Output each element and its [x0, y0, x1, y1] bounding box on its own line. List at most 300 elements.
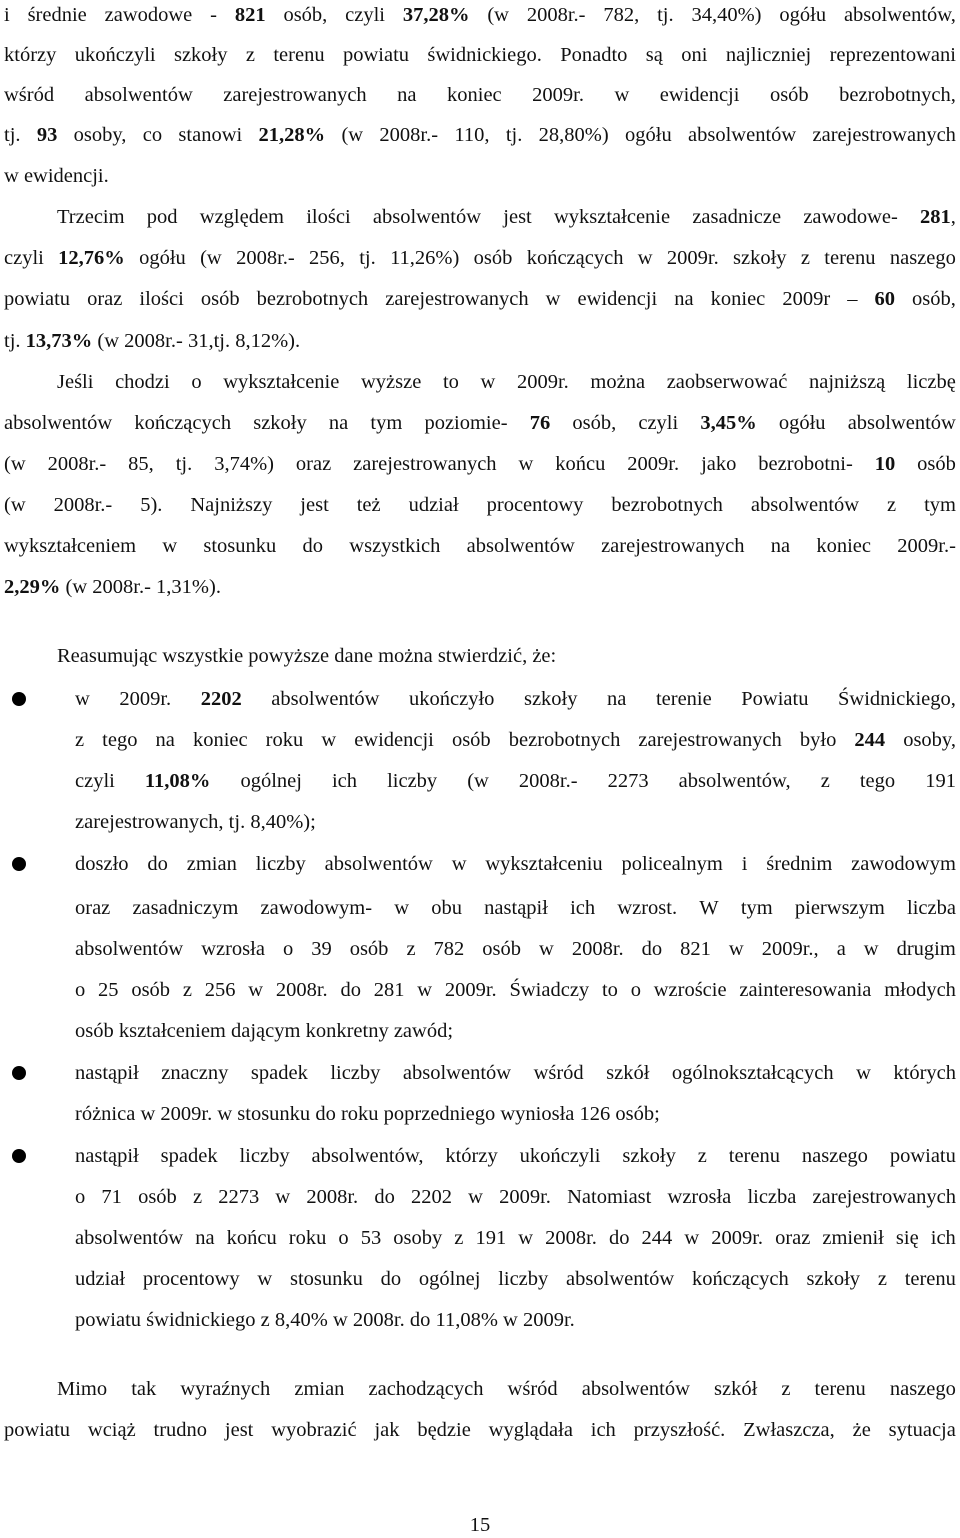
word: 281: [373, 979, 405, 1001]
word: absolwentów,: [678, 770, 791, 792]
word: terenu: [728, 1145, 780, 1167]
word: trudno: [153, 1419, 208, 1441]
text-line: [75, 1307, 575, 1333]
word: w: [728, 938, 744, 960]
word: osoby,: [73, 124, 127, 146]
word: Natomiast: [567, 1186, 652, 1208]
word: poziomie-: [424, 412, 508, 434]
word: najliczniej: [725, 44, 812, 66]
word: do: [147, 853, 168, 875]
word: liczby: [255, 853, 306, 875]
text-line: [4, 533, 956, 559]
word: wyglądała: [488, 1419, 573, 1441]
word: ewidencji.: [23, 165, 109, 187]
word: zarejestrowanych: [353, 453, 497, 475]
word: (w: [487, 4, 509, 26]
word: ukończyli: [74, 44, 156, 66]
word: zachodzących: [368, 1378, 484, 1400]
word: w: [518, 453, 534, 475]
word: 8,40%);: [250, 811, 316, 833]
word: 1,31%).: [156, 576, 221, 598]
word: z: [454, 1227, 464, 1249]
word: powiatu: [4, 288, 71, 310]
text-line: [75, 851, 956, 877]
word: najniższą: [809, 371, 886, 393]
word: doszło: [75, 853, 129, 875]
text-line: [75, 977, 956, 1003]
word: roku: [288, 1227, 327, 1249]
word: tj.: [505, 124, 523, 146]
word: bezrobotnych: [256, 288, 369, 310]
word: też: [356, 494, 381, 516]
word: oraz: [295, 453, 332, 475]
word: są: [645, 44, 663, 66]
word: roku: [340, 1103, 379, 1125]
word: jako: [701, 453, 737, 475]
text-line: [4, 42, 956, 68]
word: zarejestrowanych,: [75, 811, 224, 833]
word: których: [893, 1062, 956, 1084]
word: wciąż: [87, 1419, 136, 1441]
word: Świdnickiego,: [838, 688, 956, 710]
word: (w: [65, 576, 88, 598]
word: wyższe: [360, 371, 422, 393]
word: osób: [917, 453, 956, 475]
word: z: [781, 1378, 791, 1400]
word: 2009r.: [522, 1309, 575, 1331]
word: kończących: [526, 247, 624, 269]
word: udział: [408, 494, 459, 516]
text-line: [57, 204, 956, 230]
word: –: [847, 288, 858, 310]
word: bezrobotni-: [758, 453, 853, 475]
word: wykształceniem: [4, 535, 137, 557]
word: Świadczy: [509, 979, 590, 1001]
word: 3,74%): [214, 453, 274, 475]
text-line: [4, 328, 300, 354]
word: w: [4, 165, 19, 187]
word: ich: [930, 1227, 956, 1249]
word: absolwentów: [847, 412, 956, 434]
word: o: [75, 979, 86, 1001]
word: 782,: [603, 4, 640, 26]
text-line: [75, 1143, 956, 1169]
word: w: [140, 1103, 156, 1125]
text-line: [57, 369, 956, 395]
word: powiatu: [342, 44, 410, 66]
word: tj.: [228, 811, 246, 833]
word: bezrobotnych,: [839, 84, 956, 106]
word: zarejestrowanych: [638, 729, 782, 751]
word: w: [518, 1227, 534, 1249]
word: nastąpił: [484, 897, 548, 919]
word: w: [248, 979, 264, 1001]
word: 31,tj.: [187, 330, 231, 352]
word: ich: [570, 897, 596, 919]
word: będzie: [417, 1419, 471, 1441]
word: szkoły: [622, 1145, 676, 1167]
word: w: [162, 535, 178, 557]
word: drugim: [896, 938, 956, 960]
text-line: [75, 686, 956, 712]
word: a: [836, 938, 846, 960]
word: z: [887, 494, 897, 516]
word: 2008r.-: [236, 247, 295, 269]
word: stosunku: [203, 535, 277, 557]
word: z: [697, 1145, 707, 1167]
word: o: [630, 979, 641, 1001]
word: nastąpił: [75, 1145, 139, 1167]
word: spadek: [250, 1062, 308, 1084]
word: względem: [199, 206, 285, 228]
text-line: [4, 410, 956, 436]
bullet-icon: [12, 1149, 26, 1163]
text-line: [75, 1060, 956, 1086]
word: wyraźnych: [180, 1378, 271, 1400]
word: absolwentów: [75, 1227, 184, 1249]
word: szkoły: [173, 44, 228, 66]
word: ukończyli: [519, 1145, 601, 1167]
word: 2009r.: [532, 84, 584, 106]
text-line: [75, 768, 956, 794]
word: koniec: [816, 535, 872, 557]
word: w: [863, 938, 879, 960]
word: oni: [681, 44, 708, 66]
word: zmienił: [822, 1227, 884, 1249]
word: oraz: [87, 288, 123, 310]
word: z: [877, 1268, 887, 1290]
word: 2008r.-: [379, 124, 439, 146]
word: 60: [874, 288, 895, 310]
word: 191: [475, 1227, 507, 1249]
word: 821: [234, 4, 266, 26]
word: czyli: [75, 770, 115, 792]
word: z: [245, 44, 255, 66]
word: naszego: [889, 247, 956, 269]
word: 2008r.-: [47, 453, 107, 475]
word: zawodowym-: [260, 897, 373, 919]
word: 2009r.: [516, 371, 569, 393]
word: 2008r.: [275, 979, 328, 1001]
word: obu: [431, 897, 462, 919]
word: 2202: [200, 688, 242, 710]
word: oraz: [75, 897, 111, 919]
word: wzroście: [653, 979, 727, 1001]
word: zawodowym: [851, 853, 956, 875]
text-line: [75, 727, 956, 753]
word: 2009r.: [119, 688, 172, 710]
word: zawodowe: [104, 4, 193, 26]
word: tym: [924, 494, 956, 516]
word: osób: [131, 979, 171, 1001]
word: 2008r.: [306, 1186, 359, 1208]
word: osób: [769, 84, 809, 106]
word: W: [699, 897, 719, 919]
word: 2009r.: [711, 1227, 764, 1249]
word: ogólnej: [240, 770, 302, 792]
word: absolwentów,: [311, 1145, 424, 1167]
word: o: [282, 938, 294, 960]
word: do: [302, 535, 324, 557]
word: oraz: [775, 1227, 811, 1249]
text-line: [4, 1417, 956, 1443]
word: zarejestrowanych: [601, 535, 745, 557]
word: bezrobotnych: [508, 729, 621, 751]
word: 2008r.: [545, 1227, 597, 1249]
word: stosunku: [289, 1268, 363, 1290]
word: jak: [374, 1419, 400, 1441]
word: z: [260, 1309, 270, 1331]
word: 11,08%: [435, 1309, 498, 1331]
word: (w: [200, 247, 222, 269]
word: do: [380, 1268, 402, 1290]
word: zmian: [294, 1378, 345, 1400]
word: (w: [467, 770, 489, 792]
word: w: [394, 897, 410, 919]
word: osób: [451, 729, 491, 751]
word: osób: [200, 288, 240, 310]
word: w: [75, 688, 90, 710]
text-line: [75, 1101, 660, 1127]
word: 2008r.-: [518, 770, 578, 792]
word: wśród: [4, 84, 55, 106]
word: w: [321, 729, 337, 751]
word: ogółu: [625, 124, 672, 146]
word: poprzedniego: [383, 1103, 496, 1125]
text-line: [4, 82, 956, 108]
word: wykształcenie: [553, 206, 671, 228]
word: czyli: [4, 247, 44, 269]
word: stosunku: [237, 1103, 311, 1125]
word: z: [192, 1186, 203, 1208]
word: w: [503, 1309, 518, 1331]
text-line: [4, 574, 221, 600]
word: szkoły: [523, 688, 578, 710]
word: w: [275, 1186, 291, 1208]
word: 85,: [128, 453, 154, 475]
word: absolwentów: [84, 84, 193, 106]
word: ukończyło: [409, 688, 495, 710]
word: co: [142, 124, 163, 146]
word: terenu: [273, 44, 325, 66]
word: absolwentów: [566, 1268, 675, 1290]
word: zawodowe-: [803, 206, 898, 228]
word: czyli: [345, 4, 385, 26]
word: do: [315, 1103, 336, 1125]
word: koniec: [192, 729, 248, 751]
word: wyobrazić: [271, 1419, 357, 1441]
word: w: [684, 1227, 700, 1249]
word: procentowy: [142, 1268, 240, 1290]
word: liczby: [498, 1268, 549, 1290]
word: końcu: [555, 453, 606, 475]
word: 3,45%: [700, 412, 757, 434]
word: spadek: [160, 1145, 218, 1167]
word: którzy: [445, 1145, 498, 1167]
word: 10: [874, 453, 896, 475]
word: wyniosła: [500, 1103, 575, 1125]
word: 25: [98, 979, 119, 1001]
word: 821: [680, 938, 711, 960]
word: ogółu: [779, 4, 827, 26]
word: 110,: [454, 124, 490, 146]
word: wykształcenie: [223, 371, 340, 393]
word: 244: [641, 1227, 673, 1249]
word: o: [75, 1186, 86, 1208]
text-line: [57, 1376, 956, 1402]
word: z: [182, 979, 192, 1001]
word: to: [442, 371, 459, 393]
word: w: [539, 938, 554, 960]
word: 53: [360, 1227, 382, 1249]
word: 39: [311, 938, 332, 960]
word: przyszłość.: [633, 1419, 726, 1441]
text-line: [4, 286, 956, 312]
word: w: [614, 84, 630, 106]
word: powiatu: [889, 1145, 956, 1167]
word: w: [468, 1186, 483, 1208]
word: zasadniczym: [132, 897, 239, 919]
word: bezrobotnych: [611, 494, 723, 516]
word: o: [338, 1227, 349, 1249]
word: na: [674, 288, 694, 310]
word: tym: [740, 897, 773, 919]
word: pierwszym: [794, 897, 885, 919]
word: jest: [300, 494, 329, 516]
word: Jeśli: [57, 371, 94, 393]
word: osób;: [615, 1103, 660, 1125]
word: 28,80%): [538, 124, 609, 146]
word: ilości: [306, 206, 351, 228]
word: 2,29%: [4, 576, 61, 598]
word: szkoły: [806, 1268, 861, 1290]
word: różnica: [75, 1103, 136, 1125]
word: nastąpił: [75, 1062, 139, 1084]
word: 12,76%: [58, 247, 125, 269]
word: 2009r.: [499, 1186, 551, 1208]
word: 2009r.: [160, 1103, 213, 1125]
summary-intro: Reasumując wszystkie powyższe dane można stwierdzić, że:: [57, 645, 557, 667]
word: o: [191, 371, 202, 393]
word: absolwentów: [581, 1378, 690, 1400]
word: wzrosła: [201, 938, 265, 960]
word: szkół: [714, 1378, 758, 1400]
word: do: [641, 938, 663, 960]
word: wśród: [533, 1062, 584, 1084]
word: 2273: [607, 770, 649, 792]
word: tak: [131, 1378, 157, 1400]
word: 13,73%: [25, 330, 93, 352]
word: pod: [146, 206, 178, 228]
word: z: [406, 938, 416, 960]
word: 2009r.: [666, 247, 719, 269]
word: terenu: [824, 247, 876, 269]
word: 2009r: [782, 288, 831, 310]
word: 11,26%): [390, 247, 460, 269]
word: do: [374, 1186, 395, 1208]
word: wzrosła: [667, 1186, 732, 1208]
word: 5).: [140, 494, 163, 516]
word: w: [545, 288, 561, 310]
word: osób,: [912, 288, 956, 310]
word: 2009r.: [444, 979, 497, 1001]
word: osoby,: [903, 729, 956, 751]
word: tj.: [359, 247, 376, 269]
word: terenie: [655, 688, 712, 710]
word: osób: [473, 247, 513, 269]
word: świdnickiego: [146, 1309, 256, 1331]
word: 11,08%: [144, 770, 211, 792]
word: zawód;: [393, 1020, 454, 1042]
word: liczbę: [906, 371, 956, 393]
word: absolwentów: [750, 494, 860, 516]
word: 71: [101, 1186, 122, 1208]
word: osób: [482, 938, 522, 960]
word: (w: [97, 330, 120, 352]
word: ewidencji: [354, 729, 434, 751]
text-line: [4, 122, 956, 148]
page-number: 15: [469, 1514, 491, 1536]
word: 8,40%: [274, 1309, 328, 1331]
word: jest: [224, 1419, 254, 1441]
word: wszystkich: [349, 535, 441, 557]
word: końcu: [226, 1227, 277, 1249]
word: z: [820, 770, 830, 792]
word: ilości: [139, 288, 184, 310]
word: można: [590, 371, 646, 393]
word: wzrost.: [617, 897, 678, 919]
word: osób,: [283, 4, 328, 26]
word: tj.: [4, 124, 21, 146]
word: absolwentów: [271, 688, 380, 710]
word: (w: [4, 494, 26, 516]
word: ogółu: [778, 412, 826, 434]
word: w: [451, 853, 467, 875]
word: 37,28%: [402, 4, 470, 26]
word: stanowi: [178, 124, 243, 146]
word: reprezentowani: [829, 44, 956, 66]
word: Powiatu: [741, 688, 809, 710]
word: powiatu: [75, 1309, 142, 1331]
word: ewidencji: [577, 288, 658, 310]
word: którzy: [4, 44, 57, 66]
word: że: [852, 1419, 871, 1441]
word: Trzecim: [57, 206, 125, 228]
word: chodzi: [115, 371, 170, 393]
word: zarejestrowanych: [385, 288, 529, 310]
word: 126: [579, 1103, 611, 1125]
word: osób: [138, 1186, 177, 1208]
word: do: [409, 1309, 431, 1331]
word: na: [195, 1227, 215, 1249]
word: 281,: [920, 206, 956, 228]
word: liczba: [907, 897, 956, 919]
word: na: [397, 84, 417, 106]
word: 2009r.-: [897, 535, 956, 557]
word: 256,: [309, 247, 345, 269]
word: 93: [36, 124, 58, 146]
text-line: [75, 1225, 956, 1251]
word: było: [799, 729, 837, 751]
text-line: [4, 2, 956, 28]
word: 2273: [218, 1186, 260, 1208]
word: Najniższy: [190, 494, 273, 516]
text-line: [4, 451, 956, 477]
word: koniec: [447, 84, 502, 106]
word: się: [895, 1227, 919, 1249]
word: liczby: [387, 770, 438, 792]
word: do: [608, 1227, 630, 1249]
